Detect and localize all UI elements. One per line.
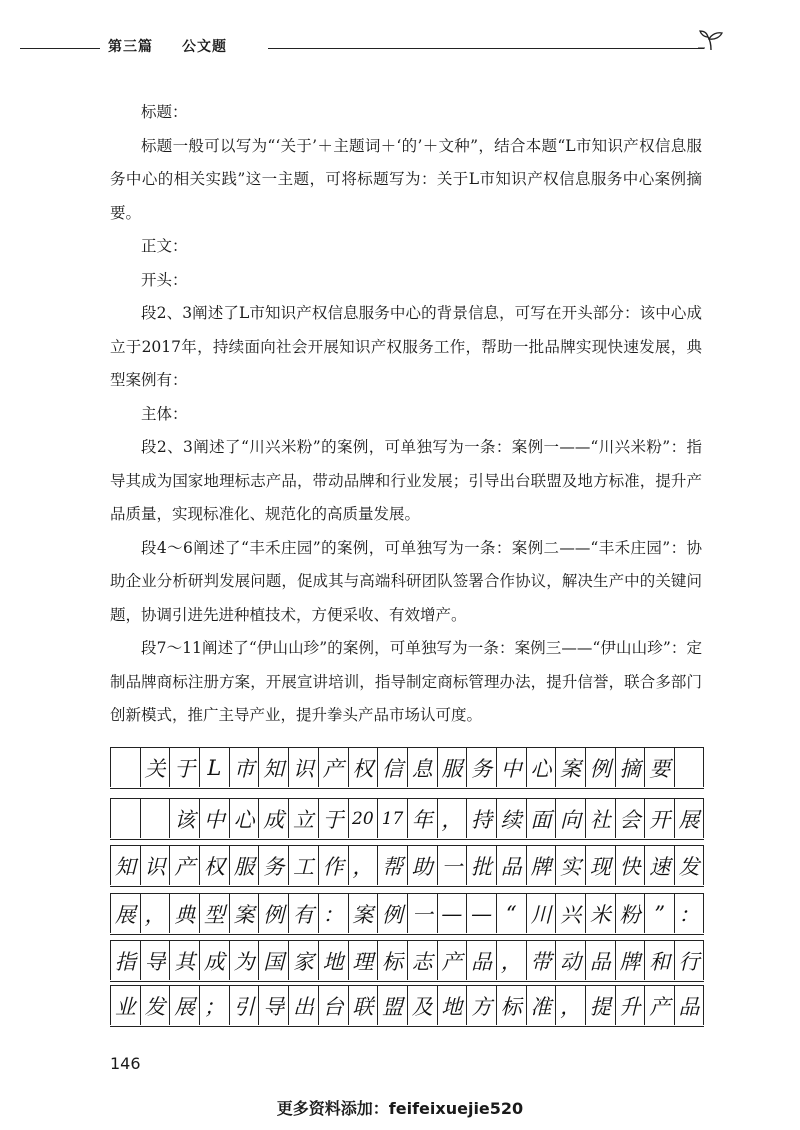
grid-cell: 和 [644, 941, 674, 980]
grid-cell: 例 [585, 748, 615, 787]
grid-cell: 向 [555, 799, 585, 838]
paragraph-title-label: 标题： [141, 103, 188, 121]
grid-cell: 速 [644, 846, 674, 885]
grid-cell: 典 [169, 894, 199, 933]
grid-cell: 志 [407, 941, 437, 980]
grid-cell: 快 [615, 846, 645, 885]
grid-cell: 展 [169, 986, 199, 1025]
grid-cell: 标 [377, 941, 407, 980]
grid-cell: — [466, 894, 496, 933]
grid-cell: 品 [496, 846, 526, 885]
grid-cell: 联 [348, 986, 378, 1025]
grid-cell: 于 [318, 799, 348, 838]
grid-cell: 产 [437, 941, 467, 980]
grid-cell: 标 [496, 986, 526, 1025]
grid-cell: 家 [288, 941, 318, 980]
grid-cell: 一 [437, 846, 467, 885]
paragraph-case-three: 段7～11阐述了“伊山山珍”的案例，可单独写为一条：案例三——“伊山山珍”：定制品牌商标注册方案，开展宣讲培训，指导制定商标管理办法，提升信誉，联合多部门创新模式，推广主导产业，提升拳头产品市场认可度。 [110, 639, 702, 724]
grid-cell: 权 [348, 748, 378, 787]
grid-row [110, 941, 704, 982]
grid-cell: 识 [140, 846, 170, 885]
grid-cell: 批 [466, 846, 496, 885]
grid-cell: 持 [466, 799, 496, 838]
grid-cell: — [437, 894, 467, 933]
grid-cell [140, 799, 170, 838]
paragraph-case-one: 段2、3阐述了“川兴米粉”的案例，可单独写为一条：案例一——“川兴米粉”：指导其成为国家地理标志产品，带动品牌和行业发展；引导出台联盟及地方标准，提升产品质量，实现标准化、规范化的高质量发展。 [110, 438, 702, 523]
grid-cell: 会 [615, 799, 645, 838]
grid-cell: 一 [407, 894, 437, 933]
grid-cell: 为 [229, 941, 259, 980]
grid-row-top-rule [110, 798, 704, 799]
grid-cell: 方 [466, 986, 496, 1025]
grid-cell: 提 [585, 986, 615, 1025]
grid-cell: 行 [674, 941, 704, 980]
footer-contact-note: 更多资料添加：feifeixuejie520 [276, 1099, 524, 1118]
grid-cell: 兴 [555, 894, 585, 933]
paragraph-title-explanation: 标题一般可以写为“‘关于’＋主题词＋‘的’＋文种”，结合本题“L市知识产权信息服务中心的相关实践”这一主题，可将标题写为：关于L市知识产权信息服务中心案例摘要。 [110, 136, 702, 222]
grid-cell: 理 [348, 941, 378, 980]
grid-cell: 有 [288, 894, 318, 933]
grid-cell: 息 [407, 748, 437, 787]
answer-explanation [110, 96, 702, 733]
grid-cell [110, 748, 140, 787]
grid-cell: 发 [674, 846, 704, 885]
grid-cell: 成 [199, 941, 229, 980]
grid-cell: 牌 [615, 941, 645, 980]
grid-cell: 知 [258, 748, 288, 787]
grid-cell: 17 [377, 799, 407, 838]
grid-cell: ： [318, 894, 348, 933]
grid-cell: 准 [526, 986, 556, 1025]
grid-cell: 面 [526, 799, 556, 838]
grid-cell: 国 [258, 941, 288, 980]
grid-cell: 地 [318, 941, 348, 980]
grid-cell: ， [496, 941, 526, 980]
grid-row-top-rule [110, 747, 704, 748]
grid-row [110, 894, 704, 935]
grid-cell: 例 [377, 894, 407, 933]
grid-cell: 案 [555, 748, 585, 787]
grid-cell: 续 [496, 799, 526, 838]
grid-cell: 动 [555, 941, 585, 980]
sprout-icon [698, 28, 724, 52]
chapter-title: 公文题 [182, 39, 227, 55]
grid-cell: 引 [229, 986, 259, 1025]
grid-row-top-rule [110, 985, 704, 986]
grid-cell: 型 [199, 894, 229, 933]
grid-row [110, 748, 704, 789]
grid-cell: 品 [674, 986, 704, 1025]
paragraph-opening-explanation: 段2、3阐述了L市知识产权信息服务中心的背景信息，可写在开头部分：该中心成立于2017年，持续面向社会开展知识产权服务工作，帮助一批品牌实现快速发展，典型案例有： [110, 304, 702, 389]
grid-cell: 米 [585, 894, 615, 933]
grid-cell: 务 [466, 748, 496, 787]
grid-cell: 升 [615, 986, 645, 1025]
paragraph-opening-label: 开头： [141, 270, 188, 289]
header-rule-left [20, 48, 100, 49]
grid-cell: 案 [229, 894, 259, 933]
grid-cell: 业 [110, 986, 140, 1025]
grid-row [110, 846, 704, 887]
grid-cell: 川 [526, 894, 556, 933]
grid-cell: 社 [585, 799, 615, 838]
grid-cell: ： [674, 894, 704, 933]
grid-cell: ， [437, 799, 467, 838]
grid-cell: 成 [258, 799, 288, 838]
grid-cell: 市 [229, 748, 259, 787]
grid-cell: 助 [407, 846, 437, 885]
grid-cell: 发 [140, 986, 170, 1025]
grid-cell: 该 [169, 799, 199, 838]
grid-cell: 心 [526, 748, 556, 787]
grid-cell: 粉 [615, 894, 645, 933]
grid-cell: L [199, 748, 229, 787]
grid-cell: 带 [526, 941, 556, 980]
grid-cell: 产 [644, 986, 674, 1025]
grid-cell: 中 [199, 799, 229, 838]
grid-cell: 牌 [526, 846, 556, 885]
grid-cell: 中 [496, 748, 526, 787]
grid-cell: 现 [585, 846, 615, 885]
grid-cell: 案 [348, 894, 378, 933]
grid-cell: 导 [140, 941, 170, 980]
grid-cell: 帮 [377, 846, 407, 885]
grid-cell: ； [199, 986, 229, 1025]
grid-cell: 展 [674, 799, 704, 838]
paragraph-case-two: 段4～6阐述了“丰禾庄园”的案例，可单独写为一条：案例二——“丰禾庄园”：协助企业分析研判发展问题，促成其与高端科研团队签署合作协议，解决生产中的关键问题，协调引进先进种植技术，方便采收、有效增产。 [110, 538, 702, 624]
grid-cell: 信 [377, 748, 407, 787]
grid-cell: 产 [318, 748, 348, 787]
grid-cell: 关 [140, 748, 170, 787]
grid-cell: ， [348, 846, 378, 885]
grid-cell: 知 [110, 846, 140, 885]
grid-cell: 服 [437, 748, 467, 787]
grid-cell: 指 [110, 941, 140, 980]
grid-cell: “ [496, 894, 526, 933]
grid-cell: 盟 [377, 986, 407, 1025]
grid-cell: 工 [288, 846, 318, 885]
header-rule-right [268, 48, 704, 49]
grid-cell: 于 [169, 748, 199, 787]
grid-row-top-rule [110, 940, 704, 941]
grid-cell: 台 [318, 986, 348, 1025]
grid-cell: 导 [258, 986, 288, 1025]
grid-cell: 20 [348, 799, 378, 838]
grid-cell [110, 799, 140, 838]
grid-row [110, 799, 704, 840]
grid-cell: 摘 [615, 748, 645, 787]
paragraph-main-label: 主体： [141, 404, 188, 423]
grid-cell: ， [140, 894, 170, 933]
grid-cell [674, 748, 704, 787]
grid-cell: 展 [110, 894, 140, 933]
grid-cell: 心 [229, 799, 259, 838]
grid-cell: 出 [288, 986, 318, 1025]
page-header [20, 36, 720, 66]
grid-cell: 地 [437, 986, 467, 1025]
grid-cell: 品 [466, 941, 496, 980]
grid-cell: 年 [407, 799, 437, 838]
page-number: 146 [110, 1054, 141, 1073]
grid-cell: 作 [318, 846, 348, 885]
grid-cell: 及 [407, 986, 437, 1025]
grid-cell: 权 [199, 846, 229, 885]
grid-cell: ” [644, 894, 674, 933]
grid-cell: 务 [258, 846, 288, 885]
section-title: 第三篇 [108, 39, 153, 55]
grid-row-top-rule [110, 893, 704, 894]
grid-cell: 开 [644, 799, 674, 838]
grid-cell: 识 [288, 748, 318, 787]
paragraph-body-label: 正文： [141, 237, 188, 255]
grid-cell: 立 [288, 799, 318, 838]
grid-cell: 要 [644, 748, 674, 787]
grid-row-top-rule [110, 845, 704, 846]
grid-cell: 品 [585, 941, 615, 980]
grid-cell: 其 [169, 941, 199, 980]
grid-cell: 实 [555, 846, 585, 885]
grid-cell: ， [555, 986, 585, 1025]
grid-cell: 产 [169, 846, 199, 885]
grid-cell: 例 [258, 894, 288, 933]
grid-row [110, 986, 704, 1027]
grid-cell: 服 [229, 846, 259, 885]
